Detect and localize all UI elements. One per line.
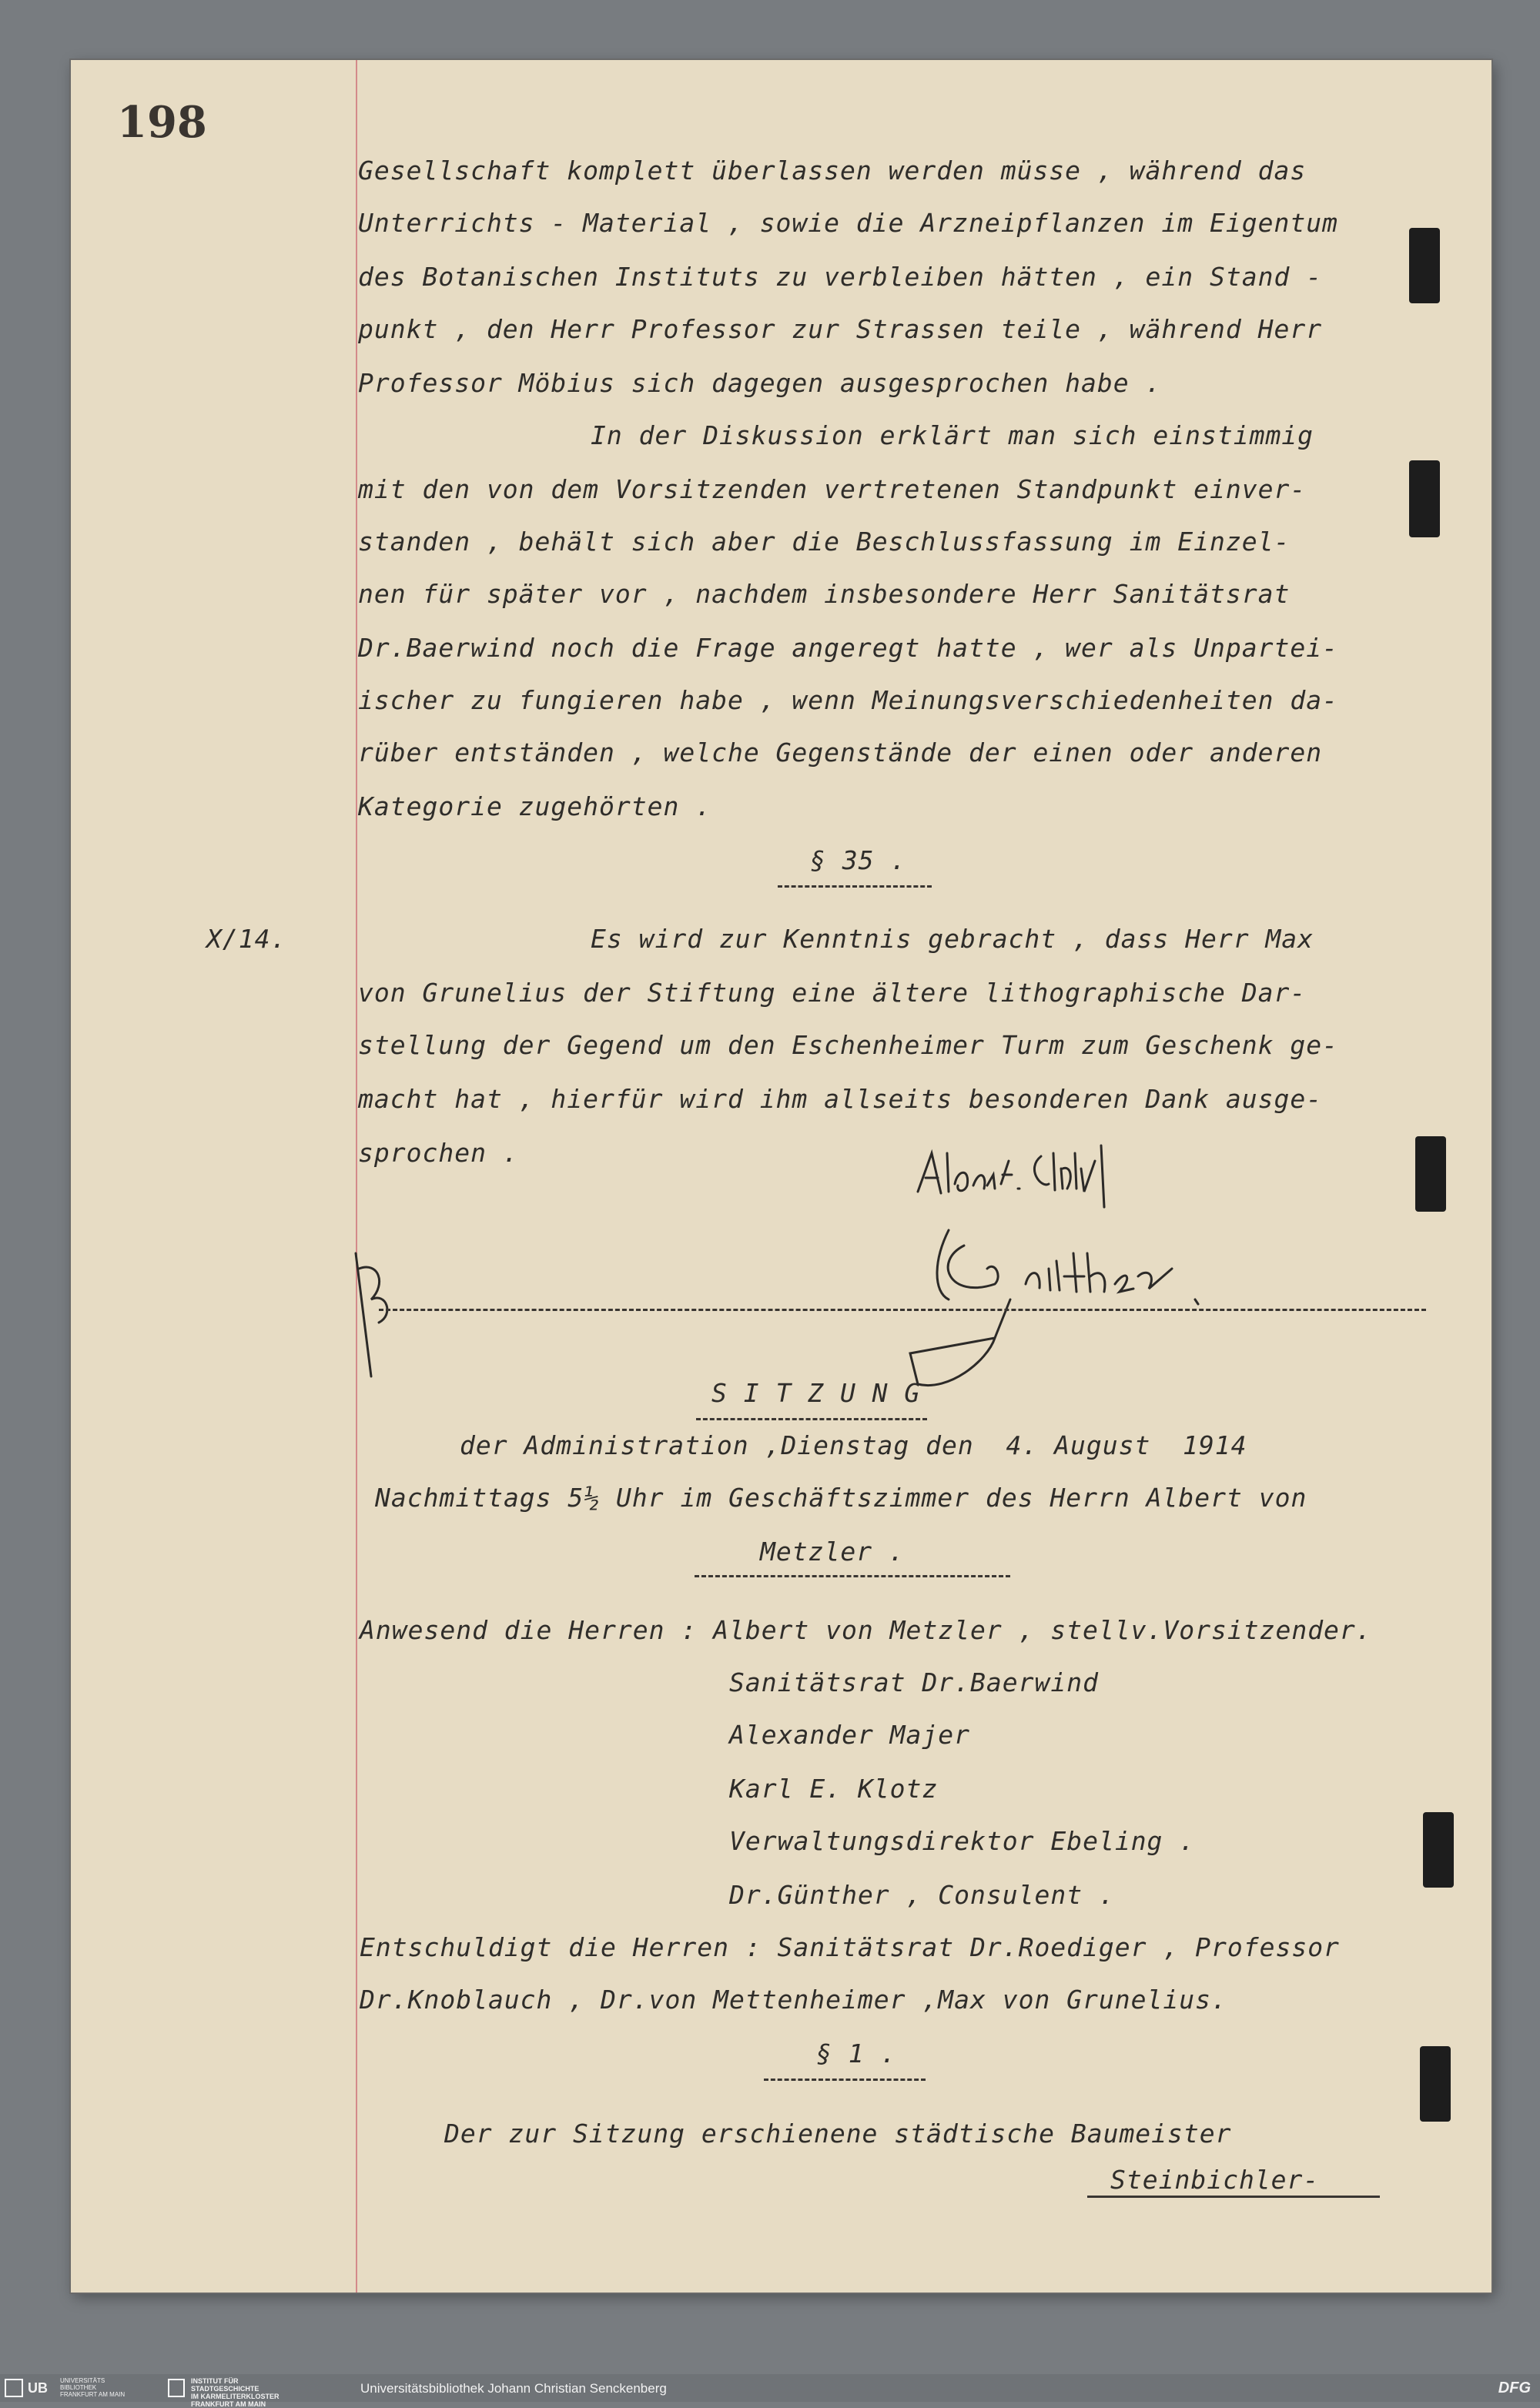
attendance-line: Dr.Günther , Consulent .: [729, 1880, 1115, 1910]
document-page: [71, 60, 1491, 2293]
attendance-line: Verwaltungsdirektor Ebeling .: [729, 1826, 1196, 1856]
institute-name: INSTITUT FÜR STADTGESCHICHTE IM KARMELITERKLOSTER FRANKFURT AM MAIN: [191, 2377, 280, 2408]
text-line: Der zur Sitzung erschienene städtische Baumeister: [444, 2119, 1232, 2149]
footer-bar: [0, 2374, 1540, 2408]
text-line: Kategorie zugehörten .: [358, 791, 712, 821]
margin-rule: [356, 60, 357, 2293]
index-tab: [1415, 1136, 1446, 1212]
heading-underline: [764, 2079, 926, 2081]
paragraph-heading: § 1 .: [816, 2038, 897, 2069]
meeting-line: Nachmittags 5½ Uhr im Geschäftszimmer des Herrn Albert von: [375, 1483, 1307, 1513]
catchword-underline: [1087, 2196, 1380, 2198]
library-name: Universitätsbibliothek Johann Christian Senckenberg: [360, 2381, 667, 2396]
page-number: 198: [117, 97, 207, 148]
text-line: mit den von dem Vorsitzenden vertretenen Standpunkt einver-: [358, 474, 1307, 504]
meeting-title-underline: [696, 1418, 927, 1420]
text-line: standen , behält sich aber die Beschlussfassung im Einzel-: [358, 527, 1291, 557]
institute-logo-icon: [168, 2379, 185, 2397]
index-tab: [1423, 1812, 1454, 1888]
meeting-title: S I T Z U N G: [711, 1378, 921, 1408]
index-tab: [1420, 2046, 1451, 2122]
signature-guenther: [902, 1215, 1349, 1446]
dfg-logo: DFG: [1498, 2380, 1531, 2396]
text-line: Es wird zur Kenntnis gebracht , dass Herr Max: [591, 924, 1314, 954]
text-line: Gesellschaft komplett überlassen werden müsse , während das: [358, 156, 1307, 186]
text-line: sprochen .: [358, 1138, 519, 1168]
text-line: In der Diskussion erklärt man sich einstimmig: [591, 420, 1314, 450]
section-separator: [379, 1309, 1426, 1311]
index-tab: [1409, 228, 1440, 303]
ub-logo-icon: [5, 2379, 23, 2397]
text-line: des Botanischen Instituts zu verbleiben hätten , ein Stand -: [358, 262, 1323, 292]
ub-label: UB: [28, 2380, 48, 2396]
attendance-line: Alexander Majer: [729, 1720, 971, 1750]
text-line: rüber entständen , welche Gegenstände der einen oder anderen: [358, 737, 1323, 768]
meeting-underline: [695, 1575, 1010, 1577]
heading-underline: [778, 885, 932, 888]
paragraph-heading: § 35 .: [810, 845, 907, 875]
text-line: Professor Möbius sich dagegen ausgesprochen habe .: [358, 368, 1162, 398]
text-line: nen für später vor , nachdem insbesondere Herr Sanitätsrat: [358, 579, 1291, 609]
attendance-line: Anwesend die Herren : Albert von Metzler , stellv.Vorsitzender.: [360, 1615, 1372, 1645]
excused-line: Entschuldigt die Herren : Sanitätsrat Dr.Roediger , Professor: [360, 1932, 1340, 1962]
attendance-line: Karl E. Klotz: [729, 1774, 939, 1804]
initial-mark: [340, 1238, 410, 1407]
text-line: Steinbichler-: [1110, 2165, 1320, 2195]
meeting-line: Metzler .: [760, 1537, 905, 1567]
text-line: punkt , den Herr Professor zur Strassen teile , während Herr: [358, 314, 1323, 344]
meeting-line: der Administration ,Dienstag den 4. August 1914: [460, 1430, 1247, 1460]
text-line: Dr.Baerwind noch die Frage angeregt hatte , wer als Unpartei-: [358, 633, 1338, 663]
ub-subtitle: UNIVERSITÄTS BIBLIOTHEK FRANKFURT AM MAIN: [60, 2377, 126, 2398]
excused-line: Dr.Knoblauch , Dr.von Mettenheimer ,Max von Grunelius.: [360, 1985, 1227, 2015]
text-line: macht hat , hierfür wird ihm allseits besonderen Dank ausge-: [358, 1084, 1323, 1114]
text-line: von Grunelius der Stiftung eine ältere lithographische Dar-: [358, 978, 1307, 1008]
index-tab: [1409, 460, 1440, 537]
margin-note: X/14.: [206, 924, 287, 954]
text-line: stellung der Gegend um den Eschenheimer Turm zum Geschenk ge-: [358, 1030, 1338, 1060]
text-line: ischer zu fungieren habe , wenn Meinungsverschiedenheiten da-: [358, 685, 1338, 715]
text-line: Unterrichts - Material , sowie die Arzneipflanzen im Eigentum: [358, 208, 1338, 238]
attendance-line: Sanitätsrat Dr.Baerwind: [729, 1667, 1099, 1697]
